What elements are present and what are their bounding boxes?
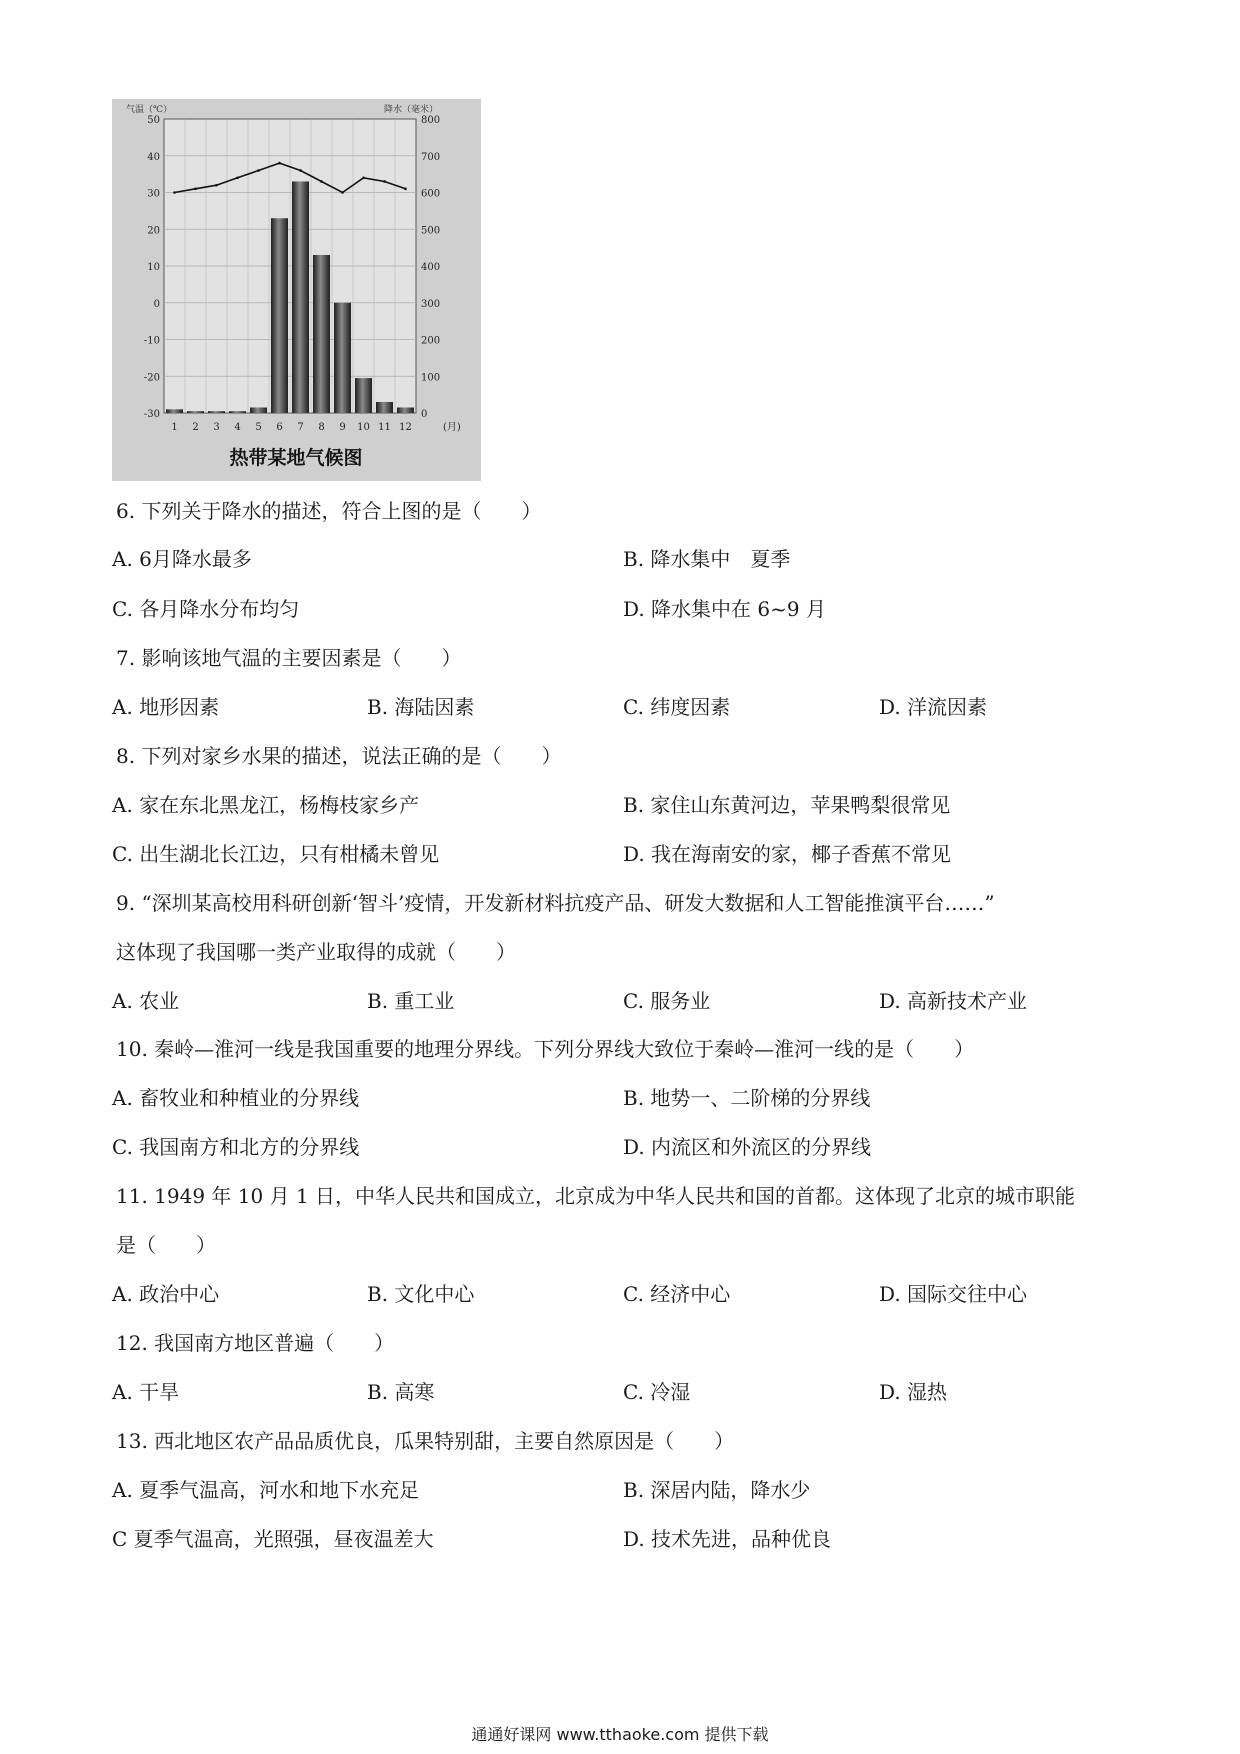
temperature-tick-label: -20 xyxy=(143,372,160,384)
q10-option-d: D. 内流区和外流区的分界线 xyxy=(623,1135,872,1159)
precipitation-tick-label: 500 xyxy=(421,225,441,237)
temperature-point xyxy=(173,191,176,194)
precipitation-tick-label: 200 xyxy=(421,335,441,347)
q12-option-d: D. 湿热 xyxy=(879,1380,948,1404)
question-11: 11. 1949 年 10 月 1 日，中华人民共和国成立，北京成为中华人民共和国的首都。这体现了北京的城市职能 xyxy=(116,1184,1076,1208)
q10-option-c: C. 我国南方和北方的分界线 xyxy=(112,1135,360,1159)
temperature-point xyxy=(362,177,365,180)
month-tick-label: 6 xyxy=(276,422,283,433)
month-tick-label: 4 xyxy=(234,422,241,433)
temperature-tick-label: -30 xyxy=(143,409,160,420)
temperature-point xyxy=(278,162,281,165)
month-tick-label: 3 xyxy=(213,422,220,433)
q13-option-a: A. 夏季气温高，河水和地下水充足 xyxy=(112,1478,420,1502)
precipitation-bar xyxy=(334,303,351,413)
temperature-tick-label: 50 xyxy=(147,115,160,126)
footer-source: 通通好课网 www.tthaoke.com 提供下载 xyxy=(471,1725,769,1744)
precipitation-bar xyxy=(376,402,393,413)
y-right-label: 降水（毫米） xyxy=(384,105,439,115)
q9-option-b: B. 重工业 xyxy=(367,989,455,1013)
q10-option-a: A. 畜牧业和种植业的分界线 xyxy=(112,1086,360,1110)
precipitation-tick-label: 300 xyxy=(421,298,441,310)
climate-chart xyxy=(112,99,481,481)
month-tick-label: 11 xyxy=(378,422,391,433)
temperature-point xyxy=(341,191,344,194)
month-axis xyxy=(171,422,412,433)
climate-chart-figure xyxy=(112,99,481,481)
temperature-axis xyxy=(144,115,160,420)
q8-option-a: A. 家在东北黑龙江，杨梅枝家乡产 xyxy=(112,793,420,817)
precipitation-axis xyxy=(421,115,440,420)
q6-option-a: A. 6月降水最多 xyxy=(112,547,252,571)
q7-option-c: C. 纬度因素 xyxy=(623,695,731,719)
month-tick-label: 8 xyxy=(318,422,325,433)
temperature-tick-label: 0 xyxy=(153,298,160,310)
question-13: 13. 西北地区农产品品质优良，瓜果特别甜，主要自然原因是（ ） xyxy=(116,1429,735,1453)
precipitation-bar xyxy=(397,407,414,413)
precipitation-bar xyxy=(208,411,225,413)
month-tick-label: 12 xyxy=(399,422,412,433)
q11-option-b: B. 文化中心 xyxy=(367,1282,475,1306)
question-6: 6. 下列关于降水的描述，符合上图的是（ ） xyxy=(116,499,542,523)
precipitation-tick-label: 400 xyxy=(421,262,441,273)
month-tick-label: 1 xyxy=(171,422,178,433)
chart-grid xyxy=(164,119,416,413)
question-8: 8. 下列对家乡水果的描述，说法正确的是（ ） xyxy=(116,744,562,768)
temperature-tick-label: 20 xyxy=(147,225,160,237)
precipitation-bar xyxy=(250,407,267,413)
q7-option-d: D. 洋流因素 xyxy=(879,695,988,719)
precipitation-bar xyxy=(166,409,183,413)
precipitation-bar xyxy=(187,411,204,413)
month-tick-label: 5 xyxy=(255,422,262,433)
precipitation-tick-label: 100 xyxy=(421,372,441,384)
q9-option-d: D. 高新技术产业 xyxy=(879,989,1028,1013)
chart-title: 热带某地气候图 xyxy=(229,447,363,469)
temperature-point xyxy=(404,188,407,191)
temperature-point xyxy=(320,180,323,183)
q10-option-b: B. 地势一、二阶梯的分界线 xyxy=(623,1086,871,1110)
temperature-tick-label: 40 xyxy=(147,151,160,163)
precipitation-bar xyxy=(292,181,309,413)
q7-option-b: B. 海陆因素 xyxy=(367,695,475,719)
precipitation-tick-label: 700 xyxy=(421,151,441,163)
precipitation-bar xyxy=(313,255,330,413)
y-left-label: 气温（℃） xyxy=(126,105,173,115)
q11-option-a: A. 政治中心 xyxy=(112,1282,220,1306)
question-9: 9. “深圳某高校用科研创新‘智斗’疫情，开发新材料抗疫产品、研发大数据和人工智能推演平台……” xyxy=(116,891,995,915)
temperature-point xyxy=(215,184,218,187)
question-9-continued: 这体现了我国哪一类产业取得的成就（ ） xyxy=(116,940,516,964)
question-11-continued: 是（ ） xyxy=(116,1233,216,1257)
q12-option-c: C. 冷湿 xyxy=(623,1380,691,1404)
precipitation-tick-label: 0 xyxy=(421,409,428,420)
month-tick-label: 7 xyxy=(297,422,304,433)
q11-option-d: D. 国际交往中心 xyxy=(879,1282,1028,1306)
q9-option-c: C. 服务业 xyxy=(623,989,711,1013)
question-7: 7. 影响该地气温的主要因素是（ ） xyxy=(116,646,462,670)
precipitation-bar xyxy=(355,378,372,413)
temperature-point xyxy=(236,177,239,180)
q6-option-b: B. 降水集中 夏季 xyxy=(623,547,791,571)
temperature-tick-label: 10 xyxy=(147,262,160,273)
temperature-point xyxy=(299,169,302,172)
month-tick-label: 10 xyxy=(357,422,370,433)
x-unit-label: (月) xyxy=(443,422,461,433)
q11-option-c: C. 经济中心 xyxy=(623,1282,731,1306)
question-12: 12. 我国南方地区普遍（ ） xyxy=(116,1331,395,1355)
q7-option-a: A. 地形因素 xyxy=(112,695,220,719)
q13-option-d: D. 技术先进，品种优良 xyxy=(623,1527,832,1551)
temperature-tick-label: 30 xyxy=(147,188,160,200)
q6-option-c: C. 各月降水分布均匀 xyxy=(112,597,300,621)
question-10: 10. 秦岭—淮河一线是我国重要的地理分界线。下列分界线大致位于秦岭—淮河一线的是（ ） xyxy=(116,1037,975,1061)
q8-option-d: D. 我在海南安的家，椰子香蕉不常见 xyxy=(623,842,952,866)
q12-option-a: A. 干旱 xyxy=(112,1380,180,1404)
temperature-point xyxy=(257,169,260,172)
q9-option-a: A. 农业 xyxy=(112,989,180,1013)
q12-option-b: B. 高寒 xyxy=(367,1380,435,1404)
precipitation-tick-label: 600 xyxy=(421,188,441,200)
q6-option-d: D. 降水集中在 6~9 月 xyxy=(623,597,826,621)
precipitation-bar xyxy=(271,218,288,413)
precipitation-tick-label: 800 xyxy=(421,115,441,126)
precipitation-bar xyxy=(229,411,246,413)
q13-option-c: C 夏季气温高，光照强，昼夜温差大 xyxy=(112,1527,434,1551)
month-tick-label: 9 xyxy=(339,422,346,433)
q8-option-c: C. 出生湖北长江边，只有柑橘未曾见 xyxy=(112,842,440,866)
q13-option-b: B. 深居内陆，降水少 xyxy=(623,1478,811,1502)
q8-option-b: B. 家住山东黄河边，苹果鸭梨很常见 xyxy=(623,793,951,817)
temperature-point xyxy=(383,180,386,183)
temperature-point xyxy=(194,188,197,191)
month-tick-label: 2 xyxy=(192,422,199,433)
temperature-tick-label: -10 xyxy=(143,335,160,347)
